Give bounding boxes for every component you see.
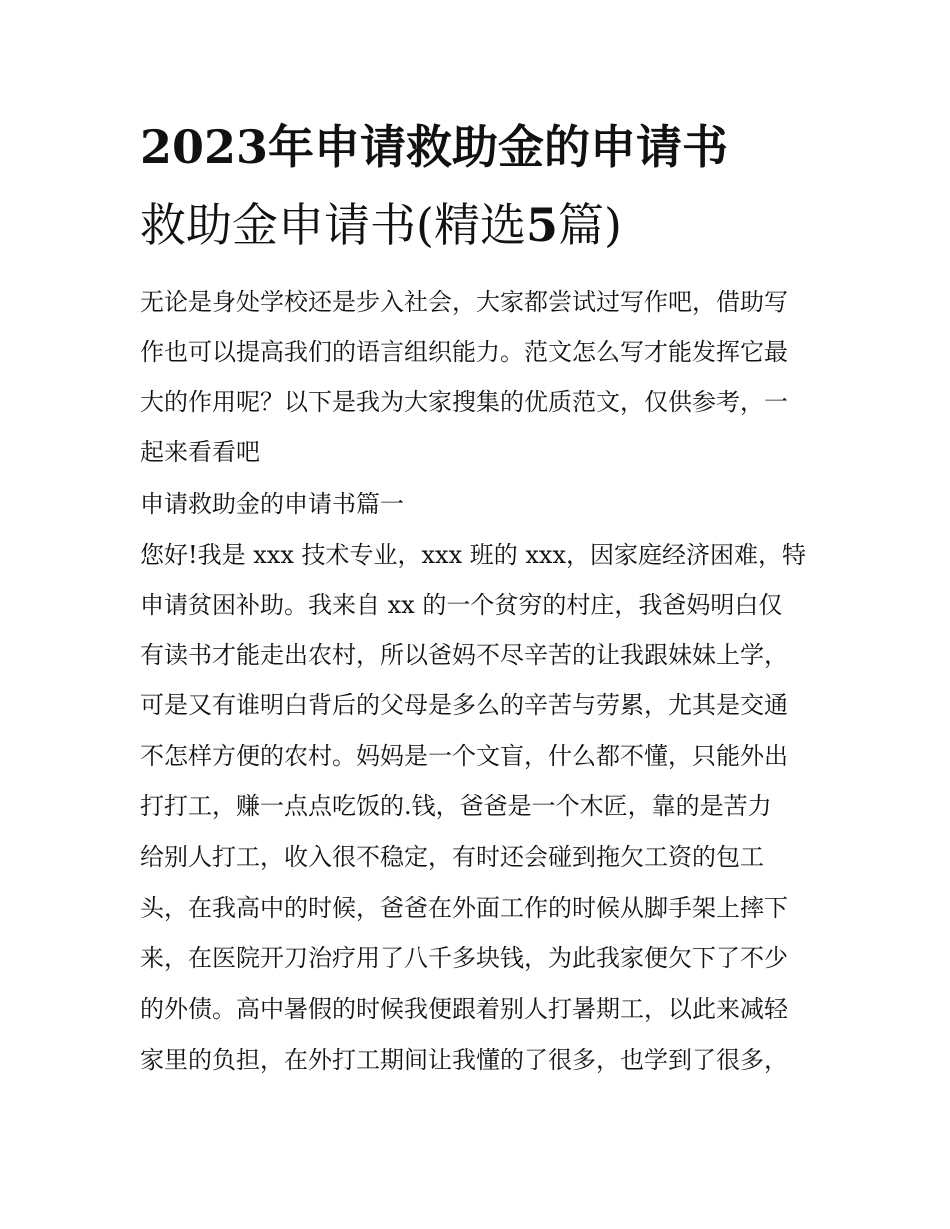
document-title-line-1 <box>140 118 728 176</box>
body-line: 您好!我是 xxx 技术专业，xxx 班的 xxx，因家庭经济困难，特 <box>140 541 806 569</box>
body-line: 来，在医院开刀治疗用了八千多块钱，为此我家便欠下了不少 <box>140 944 788 972</box>
title-count: 5 <box>525 198 558 252</box>
body-line: 的外债。高中暑假的时候我便跟着别人打暑期工，以此来减轻 <box>140 995 788 1023</box>
document-title-line-2 <box>140 196 622 254</box>
body-line: 头，在我高中的时候，爸爸在外面工作的时候从脚手架上摔下 <box>140 894 788 922</box>
title-line-2-text-a: 救助金申请书(精选 <box>140 198 526 252</box>
title-line-1-text: 年申请救助金的申请书 <box>268 120 729 174</box>
intro-line: 起来看看吧 <box>140 438 260 466</box>
body-line: 打打工，赚一点点吃饭的.钱，爸爸是一个木匠，靠的是苦力 <box>140 792 772 820</box>
body-line: 不怎样方便的农村。妈妈是一个文盲，什么都不懂，只能外出 <box>140 742 788 770</box>
intro-line: 大的作用呢？以下是我为大家搜集的优质范文，仅供参考，一 <box>140 388 788 416</box>
title-year: 2023 <box>140 120 269 174</box>
intro-line: 无论是身处学校还是步入社会，大家都尝试过写作吧，借助写 <box>140 288 788 316</box>
body-line: 有读书才能走出农村，所以爸妈不尽辛苦的让我跟妹妹上学， <box>140 641 788 669</box>
body-line: 申请贫困补助。我来自 xx 的一个贫穷的村庄，我爸妈明白仅 <box>140 591 783 619</box>
body-line: 可是又有谁明白背后的父母是多么的辛苦与劳累，尤其是交通 <box>140 691 788 719</box>
body-line: 给别人打工，收入很不稳定，有时还会碰到拖欠工资的包工 <box>140 843 764 871</box>
title-line-2-text-b: 篇) <box>557 198 622 252</box>
section-heading: 申请救助金的申请书篇一 <box>140 490 404 518</box>
body-line: 家里的负担，在外打工期间让我懂的了很多，也学到了很多， <box>140 1046 788 1074</box>
intro-line: 作也可以提高我们的语言组织能力。范文怎么写才能发挥它最 <box>140 338 788 366</box>
